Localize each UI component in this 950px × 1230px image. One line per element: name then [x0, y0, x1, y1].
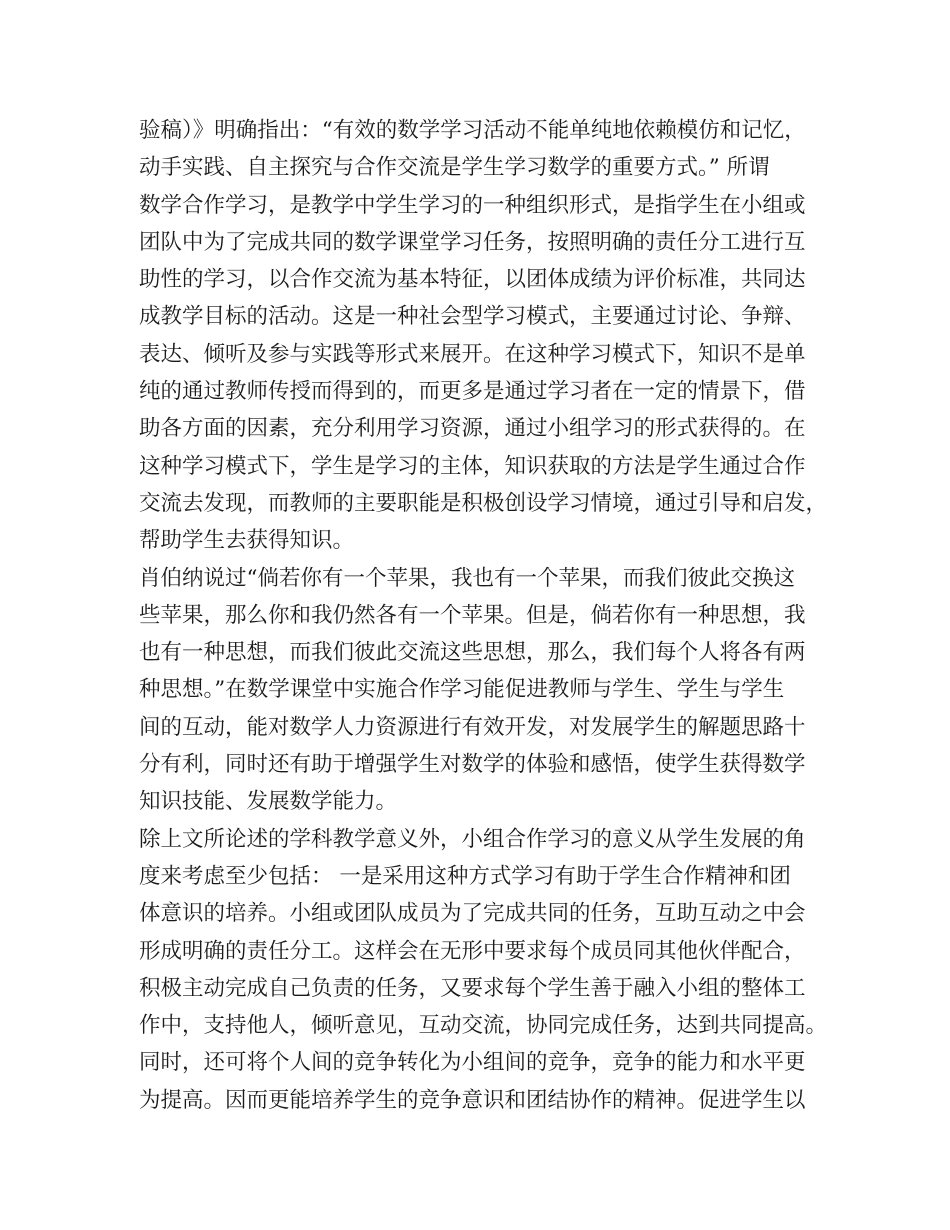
text-line: 形成明确的责任分工。这样会在无形中要求每个成员同其他伙伴配合， — [139, 938, 806, 964]
text-line: 度来考虑至少包括： 一是采用这种方式学习有助于学生合作精神和团 — [139, 863, 791, 889]
text-line: 知识技能、发展数学能力。 — [139, 789, 398, 815]
text-line: 作中，支持他人，倾听意见，互动交流，协同完成任务，达到共同提高。 — [139, 1013, 828, 1039]
text-line: 为提高。因而更能培养学生的竞争意识和团结协作的精神。促进学生以 — [139, 1087, 806, 1113]
text-line: 分有利，同时还有助于增强学生对数学的体验和感悟，使学生获得数学 — [139, 752, 806, 778]
text-line: 同时，还可将个人间的竞争转化为小组间的竞争，竞争的能力和水平更 — [139, 1050, 806, 1076]
text-line: 助各方面的因素，充分利用学习资源，通过小组学习的形式获得的。在 — [139, 416, 806, 442]
text-line: 交流去发现，而教师的主要职能是积极创设学习情境，通过引导和启发， — [139, 490, 828, 516]
text-line: 纯的通过教师传授而得到的，而更多是通过学习者在一定的情景下，借 — [139, 379, 806, 405]
text-line: 验稿）》明确指出：“有效的数学学习活动不能单纯地依赖模仿和记忆， — [139, 118, 806, 143]
text-line: 些苹果，那么你和我仍然各有一个苹果。但是，倘若你有一种思想，我 — [139, 602, 806, 628]
text-line: 助性的学习，以合作交流为基本特征，以团体成绩为评价标准，共同达 — [139, 267, 806, 293]
text-line: 积极主动完成自己负责的任务，又要求每个学生善于融入小组的整体工 — [139, 975, 806, 1001]
text-line: 种思想。”在数学课堂中实施合作学习能促进教师与学生、学生与学生 — [139, 677, 785, 703]
text-line: 这种学习模式下，学生是学习的主体，知识获取的方法是学生通过合作 — [139, 453, 806, 479]
text-line: 帮助学生去获得知识。 — [139, 528, 355, 554]
text-line: 间的互动，能对数学人力资源进行有效开发，对发展学生的解题思路十 — [139, 714, 806, 740]
text-line: 除上文所论述的学科教学意义外，小组合作学习的意义从学生发展的角 — [139, 826, 806, 852]
text-line: 表达、倾听及参与实践等形式来展开。在这种学习模式下，知识不是单 — [139, 341, 806, 367]
text-line: 体意识的培养。小组或团队成员为了完成共同的任务，互助互动之中会 — [139, 901, 806, 927]
text-line: 成教学目标的活动。这是一种社会型学习模式，主要通过讨论、争辩、 — [139, 304, 806, 330]
text-line: 肖伯纳说过“倘若你有一个苹果，我也有一个苹果，而我们彼此交换这 — [139, 565, 795, 591]
text-line: 动手实践、自主探究与合作交流是学生学习数学的重要方式。” 所谓 — [139, 155, 770, 181]
text-line: 也有一种思想，而我们彼此交流这些思想，那么，我们每个人将各有两 — [139, 640, 806, 666]
text-line: 数学合作学习，是教学中学生学习的一种组织形式，是指学生在小组或 — [139, 192, 806, 218]
text-line: 团队中为了完成共同的数学课堂学习任务，按照明确的责任分工进行互 — [139, 229, 806, 255]
body-text — [139, 112, 828, 1119]
